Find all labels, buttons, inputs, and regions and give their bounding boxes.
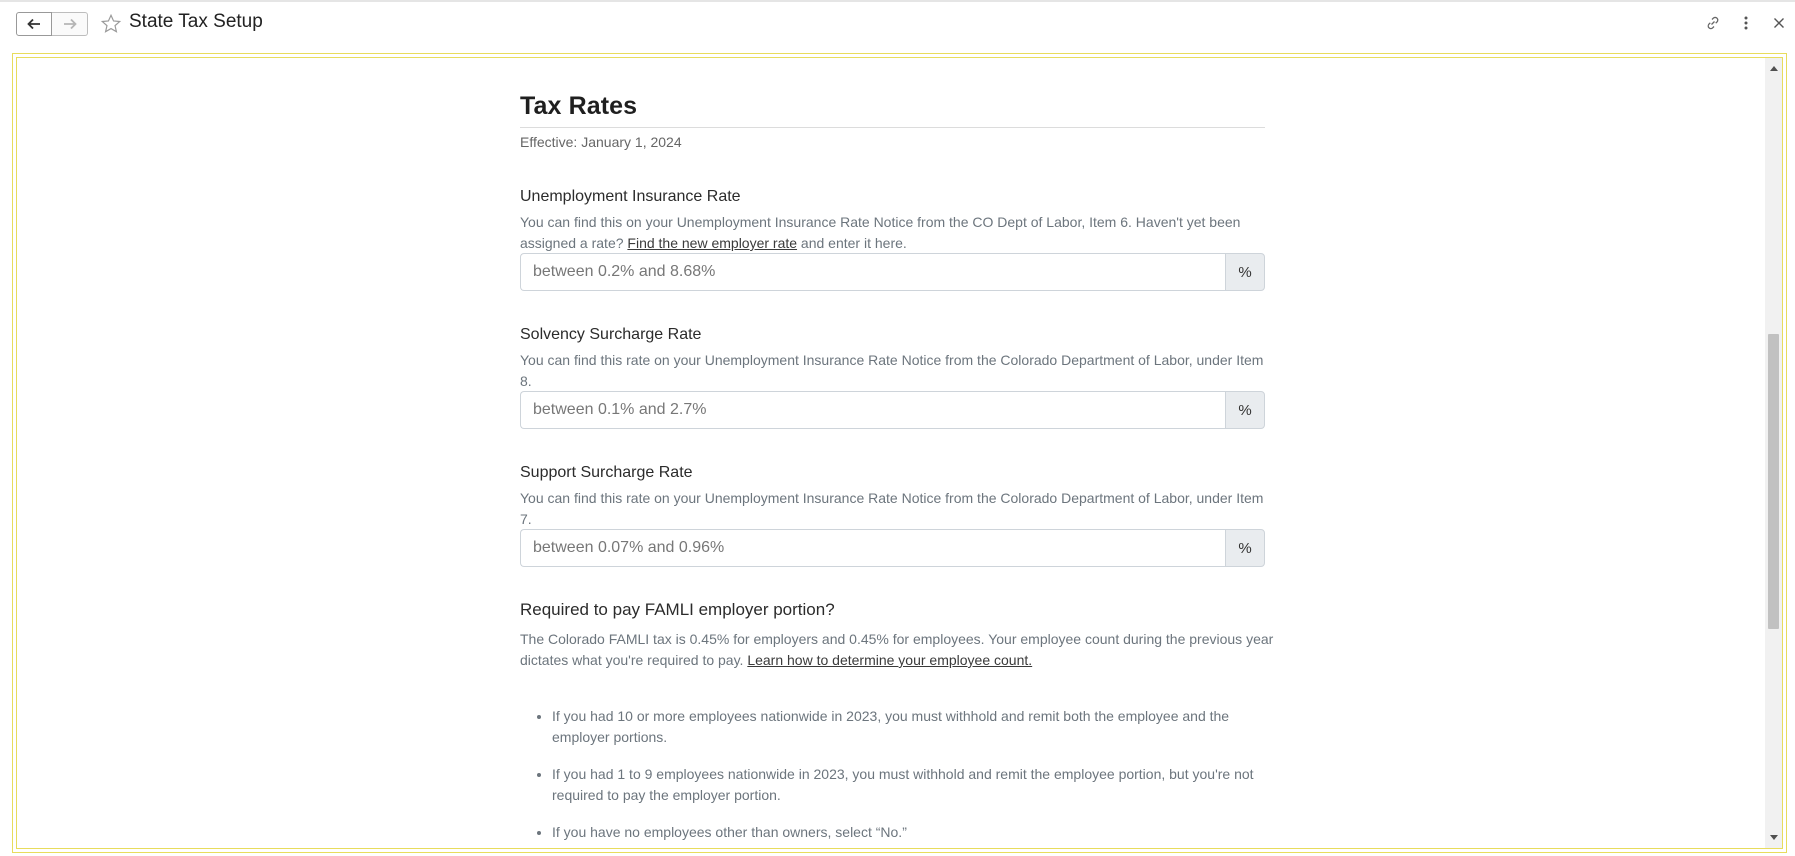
history-nav [16, 12, 88, 36]
support-rate-group [520, 529, 1265, 567]
famli-help-text: The Colorado FAMLI tax is 0.45% for employers and 0.45% for employees. Your employee count during the previous year dictates what you're required to pay. [520, 631, 1274, 668]
unemployment-rate-input[interactable] [520, 253, 1225, 291]
help-text: You can find this on your Unemployment Insurance Rate Notice from the CO Dept of Labor, Item 6. Haven't yet been assigned a rate? [520, 214, 1241, 251]
list-item: • If you have no employees other than owners, select “No.” [552, 822, 1272, 843]
solvency-rate-help: You can find this rate on your Unemployment Insurance Rate Notice from the Colorado Department of Labor, under Item 8. [520, 352, 1264, 389]
support-rate-label: Support Surcharge Rate [520, 464, 693, 481]
arrow-right-icon [63, 18, 77, 30]
star-icon[interactable] [100, 13, 122, 35]
support-rate-input[interactable] [520, 529, 1225, 567]
solvency-rate-label: Solvency Surcharge Rate [520, 326, 702, 343]
section-title: Tax Rates [520, 92, 638, 120]
unemployment-rate-label: Unemployment Insurance Rate [520, 188, 741, 205]
header-actions [1705, 14, 1787, 32]
vertical-dots-icon[interactable] [1738, 14, 1754, 32]
help-text-end: and enter it here. [797, 235, 907, 251]
section-divider [520, 127, 1265, 128]
vertical-scrollbar[interactable] [1765, 58, 1782, 848]
famli-help [520, 629, 1275, 671]
unemployment-rate-help [520, 212, 1265, 254]
effective-date: Effective: January 1, 2024 [520, 134, 682, 150]
list-item: • If you had 10 or more employees nationwide in 2023, you must withhold and remit both the employee and the employer portions. [552, 706, 1272, 748]
scroll-up-arrow[interactable] [1765, 60, 1782, 77]
unemployment-rate-group [520, 253, 1265, 291]
back-button[interactable] [16, 12, 52, 36]
forward-button[interactable] [52, 12, 88, 36]
famli-question: Required to pay FAMLI employer portion? [520, 600, 835, 619]
close-icon[interactable] [1771, 14, 1787, 32]
famli-rules-list [552, 706, 1272, 849]
solvency-rate-group [520, 391, 1265, 429]
employee-count-link[interactable]: Learn how to determine your employee count. [747, 652, 1033, 668]
arrow-left-icon [27, 18, 41, 30]
percent-addon: % [1225, 391, 1265, 429]
window-header [0, 0, 1795, 50]
percent-addon: % [1225, 253, 1265, 291]
link-icon[interactable] [1705, 14, 1721, 32]
scroll-down-arrow[interactable] [1765, 829, 1782, 846]
new-employer-rate-link[interactable]: Find the new employer rate [627, 235, 798, 251]
solvency-rate-input[interactable] [520, 391, 1225, 429]
percent-addon: % [1225, 529, 1265, 567]
list-item: • If you had 1 to 9 employees nationwide in 2023, you must withhold and remit the employee portion, but you're not required to pay the employer portion. [552, 764, 1272, 806]
support-rate-help: You can find this rate on your Unemployment Insurance Rate Notice from the Colorado Department of Labor, under Item 7. [520, 490, 1264, 527]
window-title: State Tax Setup [129, 11, 263, 32]
content-frame [16, 57, 1783, 849]
top-border [0, 0, 1795, 2]
scrollbar-thumb[interactable] [1768, 334, 1779, 629]
